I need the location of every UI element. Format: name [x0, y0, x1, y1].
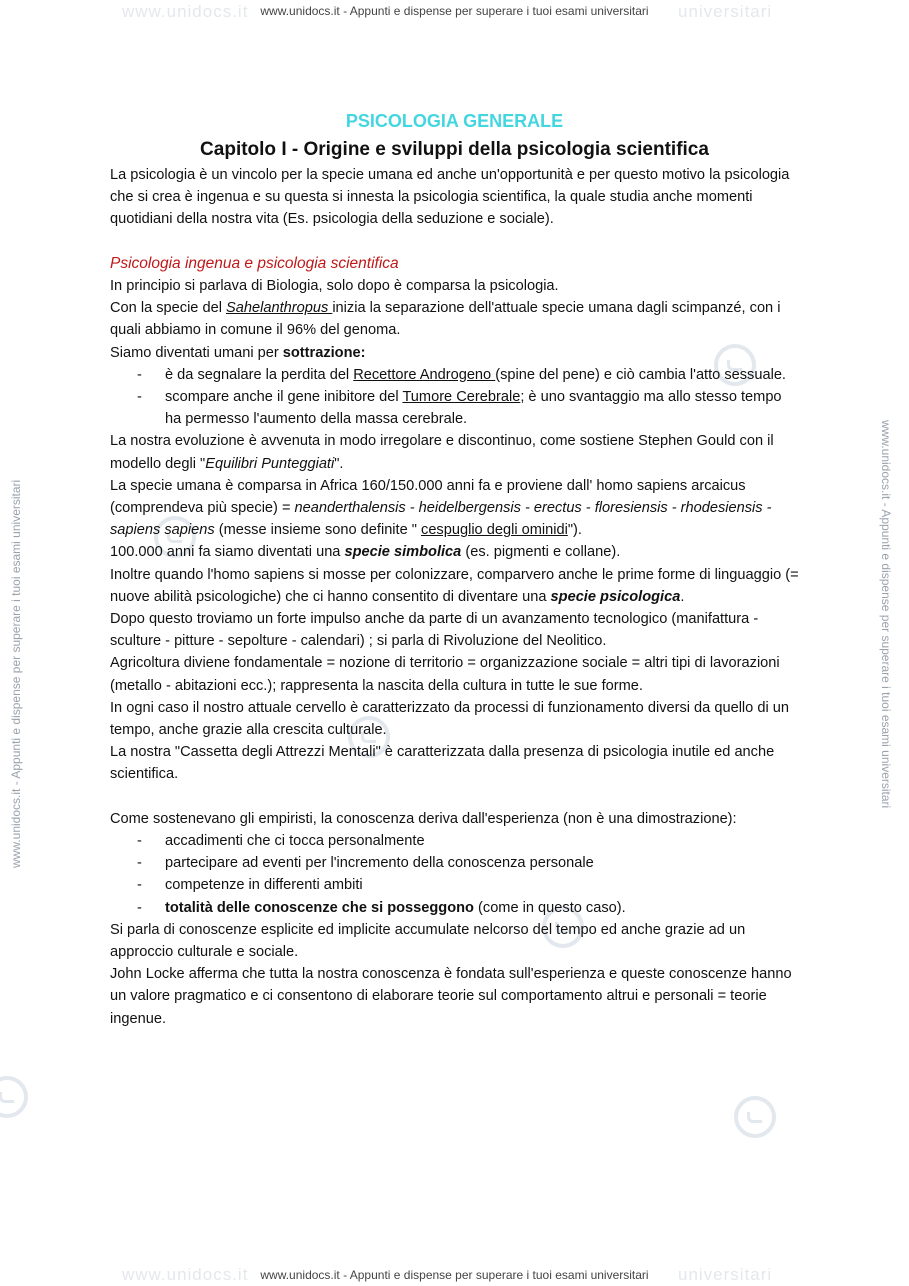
paragraph: La nostra "Cassetta degli Attrezzi Mentali" è caratterizzata dalla presenza di psicologia inutile ed anche scientifica. — [110, 744, 775, 783]
document-body — [110, 164, 800, 1030]
knowledge-list — [110, 830, 800, 919]
watermark-side-left: www.unidocs.it - Appunti e dispense per superare i tuoi esami universitari — [9, 479, 23, 868]
paragraph: La specie umana è comparsa in Africa 160/150.000 anni fa e proviene dall' homo sapiens arcaicus (comprendeva più specie) = neanderthalensis - heidelbergensis - erectus - floresiensis - rhodesiensis - sapiens sapiens (messe insieme sono definite " cespuglio degli ominidi"). — [110, 477, 772, 539]
section-title: Psicologia ingenua e psicologia scientifica — [110, 254, 399, 272]
paragraph: Inoltre quando l'homo sapiens si mosse per colonizzare, comparvero anche le prime forme di linguaggio (= nuove abilità psicologiche) che ci hanno consentito di diventare una specie psicologica. — [110, 566, 799, 605]
watermark-bottom: www.unidocs.it - Appunti e dispense per superare i tuoi esami universitari — [260, 1268, 649, 1282]
list-item: - scompare anche il gene inibitore del Tumore Cerebrale; è uno svantaggio ma allo stesso tempo ha permesso l'aumento della massa cerebrale. — [110, 386, 800, 430]
watermark-ghost-bottom-left: www.unidocs.it — [122, 1265, 249, 1284]
watermark-ghost-top-right: universitari — [678, 2, 773, 21]
paragraph: Agricoltura diviene fondamentale = nozione di territorio = organizzazione sociale = altri tipi di lavorazioni (metallo - abitazioni ecc.); rappresenta la nascita della cultura in tutte le sue forme. — [110, 655, 780, 694]
list-item: - partecipare ad eventi per l'incremento della conoscenza personale — [110, 852, 800, 874]
term-sahelanthropus: Sahelanthropus — [226, 300, 333, 317]
intro-paragraph: La psicologia è un vincolo per la specie umana ed anche un'opportunità e per questo motivo la psicologia che si crea è ingenua e su questa si innesta la psicologia scientifica, la quale studia anche momenti quotidiani della nostra vita (Es. psicologia della seduzione e sociale). — [110, 167, 790, 228]
paragraph: Si parla di conoscenze esplicite ed implicite accumulate nelcorso del tempo ed anche grazie ad un approccio culturale e sociale. — [110, 921, 746, 961]
watermark-top: www.unidocs.it - Appunti e dispense per superare i tuoi esami universitari — [260, 4, 649, 18]
watermark-ghost-bottom-right: universitari — [678, 1265, 773, 1284]
watermark-logo-icon — [734, 1096, 776, 1138]
watermark-side-right: www.unidocs.it - Appunti e dispense per superare i tuoi esami universitari — [879, 420, 893, 809]
subtraction-list — [110, 364, 800, 431]
paragraph: John Locke afferma che tutta la nostra conoscenza è fondata sull'esperienza e queste conoscenze hanno un valore pragmatico e ci consentono di elaborare teorie sul comportamento altrui e personali = teorie ingenue. — [110, 966, 792, 1027]
list-item: - competenze in differenti ambiti — [110, 874, 800, 896]
paragraph: 100.000 anni fa siamo diventati una specie simbolica (es. pigmenti e collane). — [110, 544, 621, 561]
watermark-logo-icon — [0, 1076, 28, 1118]
paragraph: Con la specie del Sahelanthropus inizia la separazione dell'attuale specie umana dagli scimpanzé, con i quali abbiamo in comune il 96% del genoma. — [110, 300, 781, 339]
paragraph: Dopo questo troviamo un forte impulso anche da parte di un avanzamento tecnologico (manifattura - sculture - pitture - sepolture - calendari) ; si parla di Rivoluzione del Neolitico. — [110, 611, 759, 650]
paragraph: In principio si parlava di Biologia, solo dopo è comparsa la psicologia. — [110, 278, 559, 294]
list-item: - è da segnalare la perdita del Recettore Androgeno (spine del pene) e ciò cambia l'atto sessuale. — [110, 364, 800, 386]
watermark-ghost-top-left: www.unidocs.it — [122, 2, 249, 21]
paragraph: Come sostenevano gli empiristi, la conoscenza deriva dall'esperienza (non è una dimostrazione): — [110, 810, 737, 827]
chapter-title: Capitolo I - Origine e sviluppi della psicologia scientifica — [200, 139, 709, 160]
paragraph: In ogni caso il nostro attuale cervello è caratterizzato da processi di funzionamento diversi da quello di un tempo, anche grazie alla crescita culturale. — [110, 699, 789, 739]
paragraph: La nostra evoluzione è avvenuta in modo irregolare e discontinuo, come sostiene Stephen Gould con il modello degli "Equilibri Punteggiati". — [110, 433, 774, 472]
list-item: - totalità delle conoscenze che si posseggono (come in questo caso). — [110, 897, 800, 919]
document-title: PSICOLOGIA GENERALE — [345, 111, 564, 131]
paragraph: Siamo diventati umani per sottrazione: — [110, 344, 366, 361]
list-item: - accadimenti che ci tocca personalmente — [110, 830, 800, 852]
